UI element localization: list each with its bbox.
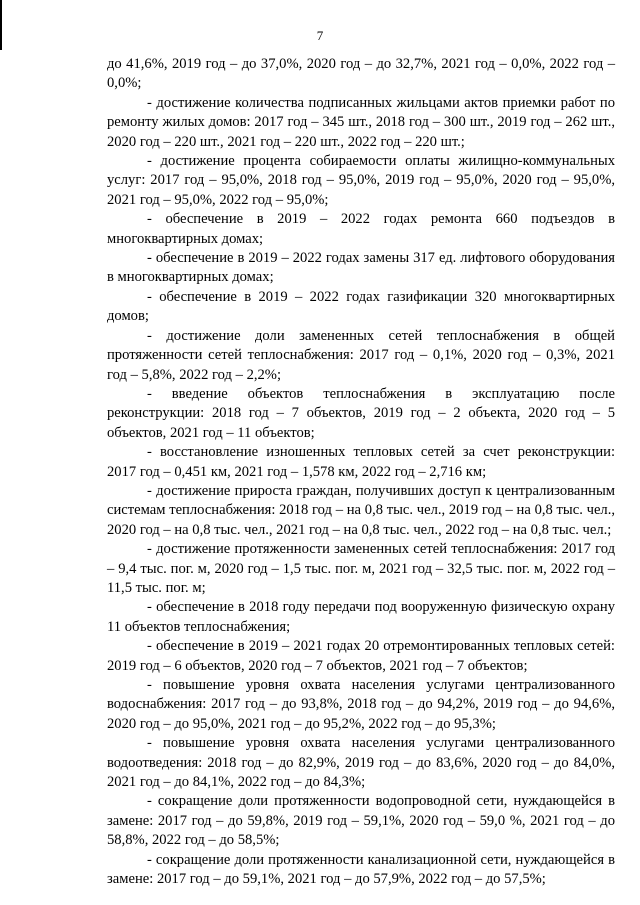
body-text	[107, 55, 615, 889]
list-item: - восстановление изношенных тепловых сетей за счет реконструкции: 2017 год – 0,451 км, 2021 год – 1,578 км, 2022 год – 2,716 км;	[107, 444, 615, 480]
list-item: - обеспечение в 2019 – 2022 годах ремонта 660 подъездов в многоквартирных домах;	[107, 211, 615, 247]
list-item: - обеспечение в 2018 году передачи под вооруженную физическую охрану 11 объектов теплоснабжения;	[107, 599, 615, 635]
list-item: - обеспечение в 2019 – 2022 годах газификации 320 многоквартирных домов;	[107, 288, 615, 325]
list-item: - повышение уровня охвата населения услугами централизованного водоотведения: 2018 год – до 82,9%, 2019 год – до 83,6%, 2020 год – до 84,0%, 2021 год – до 84,1%, 2022 год – до 84,3%;	[107, 735, 615, 791]
page-number: 7	[316, 28, 324, 43]
list-item: - достижение доли замененных сетей теплоснабжения в общей протяженности сетей теплоснабжения: 2017 год – 0,1%, 2020 год – 0,3%, 2021 год – 5,8%, 2022 год – 2,2%;	[107, 327, 615, 383]
list-item: - сокращение доли протяженности водопроводной сети, нуждающейся в замене: 2017 год – до 59,8%, 2019 год – 59,1%, 2020 год – 59,0 %, 2021 год – до 58,8%, 2022 год – до 58,5%;	[107, 793, 615, 849]
continuation-paragraph: до 41,6%, 2019 год – до 37,0%, 2020 год – до 32,7%, 2021 год – 0,0%, 2022 год – 0,0%;	[107, 56, 615, 92]
list-item: - сокращение доли протяженности канализационной сети, нуждающейся в замене: 2017 год – до 59,1%, 2021 год – до 57,9%, 2022 год – до 57,5%;	[107, 851, 615, 888]
list-item: - достижение процента собираемости оплаты жилищно-коммунальных услуг: 2017 год – 95,0%, 2018 год – 95,0%, 2019 год – 95,0%, 2020 год – 95,0%, 2021 год – 95,0%, 2022 год – 95,0%;	[107, 153, 615, 208]
list-item: - достижение количества подписанных жильцами актов приемки работ по ремонту жилых домов: 2017 год – 345 шт., 2018 год – 300 шт., 2019 год – 262 шт., 2020 год – 220 шт., 2021 год – 220 шт., 2022 год – 220 шт.;	[107, 94, 615, 150]
list-item: - достижение прироста граждан, получивших доступ к централизованным системам теплоснабжения: 2018 год – на 0,8 тыс. чел., 2019 год – на 0,8 тыс. чел., 2020 год – на 0,8 тыс. чел., 2021 год – на 0,8 тыс. чел., 2022 год – на 0,8 тыс. чел.;	[107, 482, 615, 538]
list-item: - обеспечение в 2019 – 2022 годах замены 317 ед. лифтового оборудования в многоквартирных домах;	[107, 250, 615, 286]
list-item: - введение объектов теплоснабжения в эксплуатацию после реконструкции: 2018 год – 7 объектов, 2019 год – 2 объекта, 2020 год – 5 объектов, 2021 год – 11 объектов;	[107, 385, 615, 441]
list-item: - повышение уровня охвата населения услугами централизованного водоснабжения: 2017 год – до 93,8%, 2018 год – до 94,2%, 2019 год – до 94,6%, 2020 год – до 95,0%, 2021 год – до 95,2%, 2022 год – до 95,3%;	[107, 677, 615, 732]
list-item: - обеспечение в 2019 – 2021 годах 20 отремонтированных тепловых сетей: 2019 год – 6 объектов, 2020 год – 7 объектов, 2021 год – 7 объектов;	[107, 638, 615, 674]
list-item: - достижение протяженности замененных сетей теплоснабжения: 2017 год – 9,4 тыс. пог. м, 2020 год – 1,5 тыс. пог. м, 2021 год – 32,5 тыс. пог. м, 2022 год – 11,5 тыс. пог. м;	[107, 541, 615, 596]
